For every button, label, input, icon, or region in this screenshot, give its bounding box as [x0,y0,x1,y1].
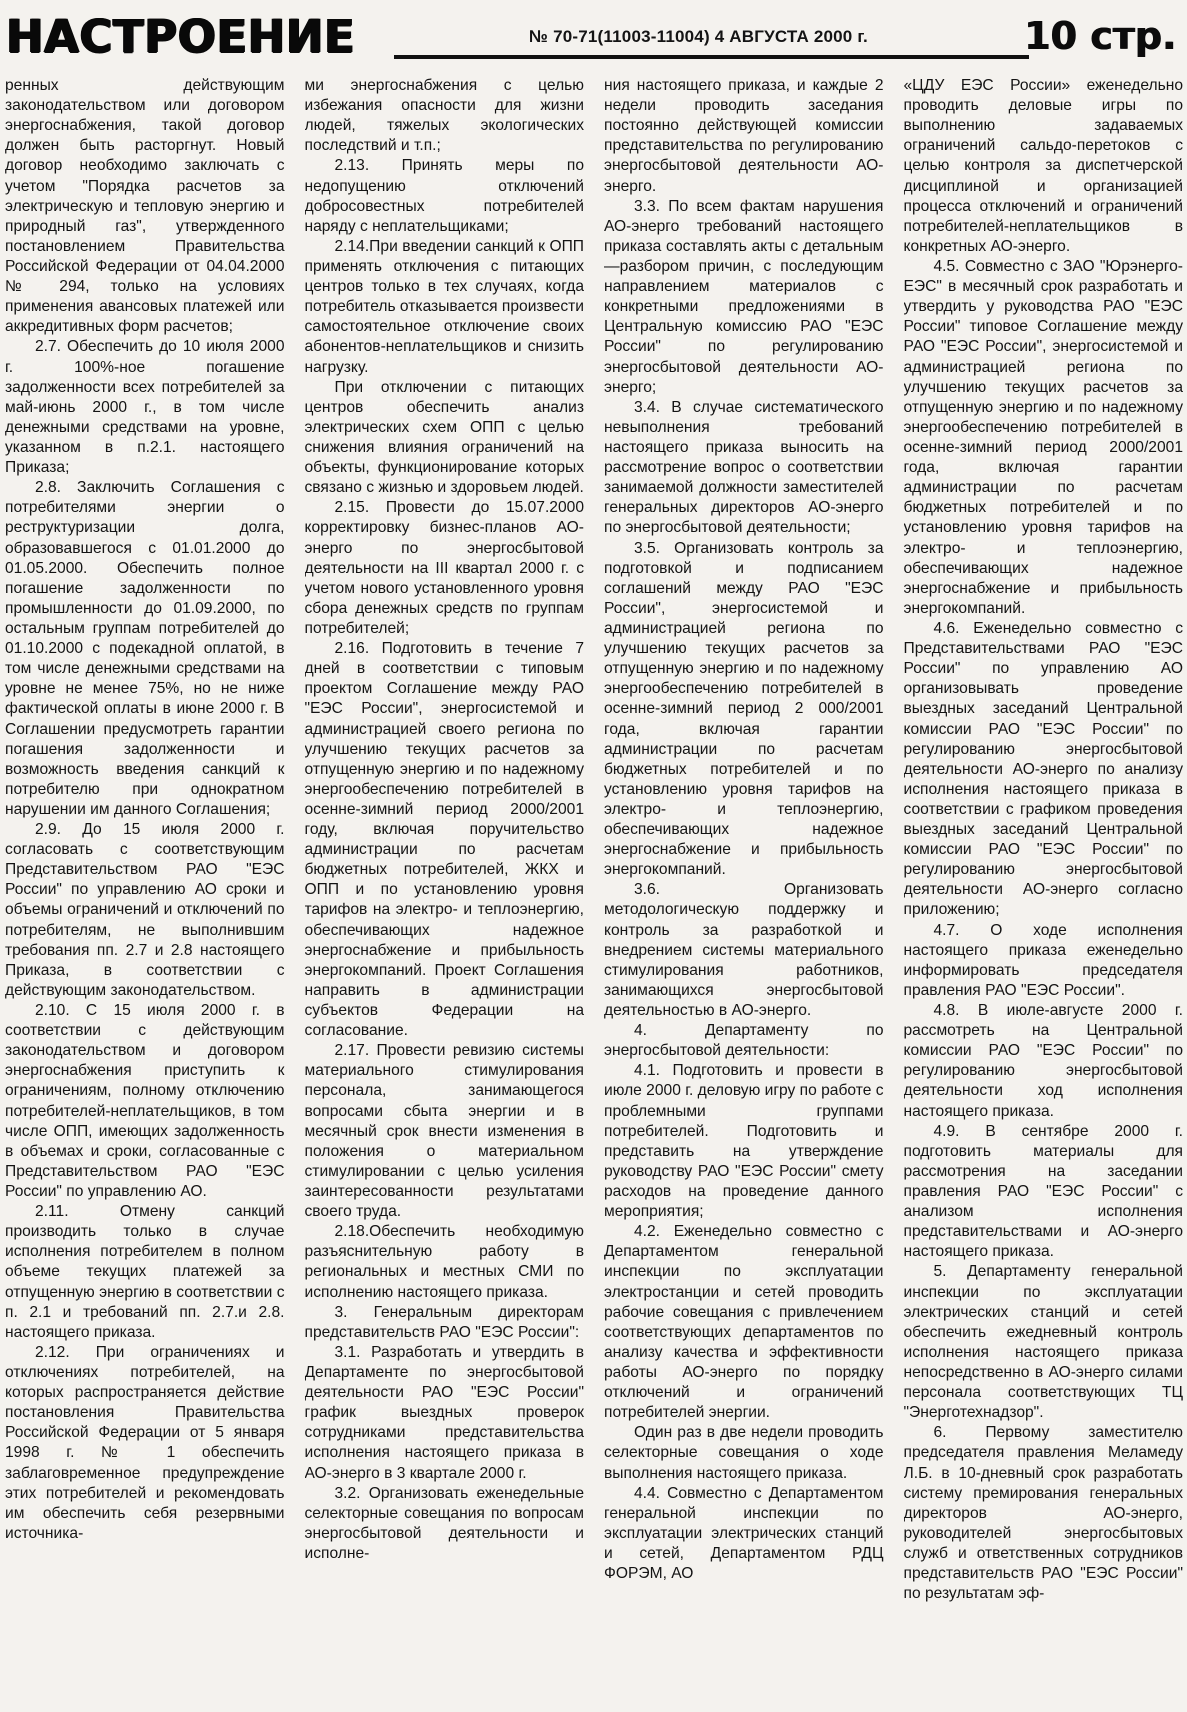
header-rule [394,55,1029,59]
article-paragraph: 2.10. С 15 июля 2000 г. в соответствии с действующим законодательством и договором энергоснабжения приступить к ограничениям, полному отключению потребителей-неплательщиков, в том числе ОПП, имеющих задолженность в объемах и сроки, согласованные с Представительством РАО "ЕЭС России" по управлению АО. [5,1002,285,1201]
article-paragraph: ния настоящего приказа, и каждые 2 недели проводить заседания постоянно действующей комиссии представительства по регулированию энергосбытовой деятельности АО-энерго. [604,77,884,195]
article-paragraph: 6. Первому заместителю председателя правления Меламеду Л.Б. в 10-дневный срок разработать систему премирования генеральных директоров АО-энерго, руководителей энергосбытовых служб и ответственных сотрудников представительств РАО "ЕЭС России" по результатам эф- [903,1424,1183,1603]
article-columns [5,76,1183,1710]
issue-info: № 70-71(11003-11004) 4 АВГУСТА 2000 г. [529,27,868,46]
text-column-1 [5,76,285,1710]
article-paragraph: 3.3. По всем фактам нарушения АО-энерго требований настоящего приказа составлять акты с детальным—разбором причин, с последующим направлением материалов с конкретными предложениями в Центральную комиссию РАО "ЕЭС России" по регулированию энергосбытовой деятельности АО-энерго; [604,197,884,396]
article-paragraph: 3.4. В случае систематического невыполнения требований настоящего приказа выносить на рассмотрение вопрос о соответствии занимаемой должности заместителей генеральных директоров АО-энерго по энергосбытовой деятельности; [604,398,884,537]
article-paragraph: ренных действующим законодательством или договором энергоснабжения, такой договор должен быть расторгнут. Новый договор необходимо заключать с учетом "Порядка расчетов за электрическую и тепловую энергию и природный газ", утвержденного постановлением Правительства Российской Федерации от 04.04.2000 № 294, только на условиях применения авансовых платежей или аккредитивных форм расчетов; [5,77,285,336]
article-paragraph: «ЦДУ ЕЭС России» еженедельно проводить деловые игры по выполнению задаваемых ограничений сальдо-перетоков с целью контроля за диспетчерской дисциплиной и организацией процесса отключений и ограничений потребителей-неплательщиков в конкретных АО-энерго. [903,77,1183,255]
text-column-2 [305,76,585,1710]
article-paragraph: 4.6. Еженедельно совместно с Представительствами РАО "ЕЭС России" по управлению АО организовывать проведение выездных заседаний Центральной комиссии РАО "ЕЭС России" по регулированию энергосбытовой деятельности АО-энерго по анализу исполнения настоящего приказа в соответствии с графиком проведения выездных заседаний Центральной комиссии РАО "ЕЭС России" по регулированию энергосбытовой деятельности АО-энерго согласно приложению; [903,619,1183,919]
article-paragraph: Один раз в две недели проводить селекторные совещания о ходе выполнения настоящего приказа. [604,1424,884,1482]
article-paragraph: 2.17. Провести ревизию системы материального стимулирования персонала, занимающегося вопросами сбыта энергии и в месячный срок внести изменения в положения о материальном стимулировании с целью усиления заинтересованности результатами своего труда. [304,1042,584,1221]
article-paragraph: 4.7. О ходе исполнения настоящего приказа еженедельно информировать председателя правления РАО "ЕЭС России". [903,921,1183,999]
article-paragraph: 5. Департаменту генеральной инспекции по эксплуатации электрических станций и сетей обеспечить ежедневный контроль исполнения настоящего приказа непосредственно в АО-энерго силами персонала соответствующих ТЦ "Энерготехнадзор". [903,1263,1183,1422]
article-paragraph: 4. Департаменту по энергосбытовой деятельности: [604,1022,884,1060]
page-header [6,4,1181,76]
article-paragraph: 3.5. Организовать контроль за подготовкой и подписанием соглашений между РАО "ЕЭС России", энергосистемой и администрацией региона по улучшению текущих расчетов за отпущенную энергию и по надежному энергообеспечению потребителей в осенне-зимний период 2 000/2001 года, включая гарантии администрации по расчетам бюджетных потребителей и по установлению уровня тарифов на электро- и теплоэнергию, обеспечивающих надежное энергоснабжение и прибыльность энергокомпаний. [604,539,884,879]
article-paragraph: 4.5. Совместно с ЗАО "Юрэнерго-ЕЭС" в месячный срок разработать и утвердить у руководства РАО "ЕЭС России" типовое Соглашение между РАО "ЕЭС России", энергосистемой и администрацией региона по улучшению текущих расчетов за отпущенную энергию и по надежному энергообеспечению потребителей в осенне-зимний период 2000/2001 года, включая гарантии администрации по расчетам бюджетных потребителей и по установлению уровня тарифов на электро- и теплоэнергию, обеспечивающих надежное энергоснабжение и прибыльность энергокомпаний. [903,257,1183,617]
article-paragraph: ми энергоснабжения с целью избежания опасности для жизни людей, тяжелых экологических последствий и т.п.; [304,77,584,155]
article-paragraph: 3. Генеральным директорам представительств РАО "ЕЭС России": [304,1303,584,1341]
article-paragraph: 2.14.При введении санкций к ОПП применять отключения с питающих центров только в тех случаях, когда потребитель отказывается произвести самостоятельное отключение своих абонентов-неплательщиков и снизить нагрузку. [304,237,584,376]
article-paragraph: 2.16. Подготовить в течение 7 дней в соответствии с типовым проектом Соглашение между РАО "ЕЭС России", энергосистемой и администрацией своего региона по улучшению текущих расчетов за отпущенную энергию и по надежному энергообеспечению потребителей в осенне-зимний период 2000/2001 году, включая поручительство администрации по расчетам бюджетных потребителей, ЖКХ и ОПП и по установлению уровня тарифов на электро- и теплоэнергию, обеспечивающих надежное энергоснабжение и прибыльность энергокомпаний. Проект Соглашения направить в администрации субъектов Федерации на согласование. [304,640,584,1040]
article-paragraph: 3.6. Организовать методологическую поддержку и контроль за разработкой и внедрением системы материального стимулирования работников, занимающихся энергосбытовой деятельностью в АО-энерго. [604,881,884,1020]
article-paragraph: 3.1. Разработать и утвердить в Департаменте по энергосбытовой деятельности РАО "ЕЭС России" график выездных проверок сотрудниками представительства исполнения настоящего приказа в АО-энерго в 3 квартале 2000 г. [304,1343,584,1482]
article-paragraph: 2.9. До 15 июля 2000 г. согласовать с соответствующим Представительством РАО "ЕЭС России" по управлению АО сроки и объемы ограничений и отключений по потребителям, не выполнившим требования пп. 2.7 и 2.8 настоящего Приказа, в соответствии с действующим законодательством. [5,821,285,999]
article-paragraph: 2.7. Обеспечить до 10 июля 2000 г. 100%-ное погашение задолженности всех потребителей за май-июнь 2000 г., в том числе денежными средствами на уровне, указанном в п.2.1. настоящего Приказа; [5,338,285,477]
article-paragraph: 2.8. Заключить Соглашения с потребителями энергии о реструктуризации долга, образовавшегося с 01.01.2000 до 01.05.2000. Обеспечить полное погашение задолженности по промышленности до 01.09.2000, по остальным группам потребителей до 01.10.2000 с подекадной оплатой, в том числе денежными средствами на уровне не менее 75%, но не ниже фактической оплаты в июне 2000 г. В Соглашении предусмотреть гарантии погашения задолженности и возможность введения санкций к потребителю при однократном нарушении им данного Соглашения; [5,479,285,818]
text-column-3 [604,76,884,1710]
article-paragraph: 2.13. Принять меры по недопущению отключений добросовестных потребителей наряду с неплательщиками; [304,157,584,235]
section-title: НАСТРОЕНИЕ [6,10,356,63]
article-paragraph: 2.12. При ограничениях и отключениях потребителей, на которых распространяется действие постановления Правительства Российской Федерации от 5 января 1998 г. № 1 обеспечить заблаговременное предупреждение этих потребителей и рекомендовать им обеспечить себя резервными источника- [5,1343,285,1542]
article-paragraph: 2.15. Провести до 15.07.2000 корректировку бизнес-планов АО-энерго по энергосбытовой деятельности на III квартал 2000 г. с учетом нового установленного уровня сбора денежных средств по группам потребителей; [304,499,584,637]
article-paragraph: 2.18.Обеспечить необходимую разъяснительную работу в региональных и местных СМИ по исполнению настоящего приказа. [304,1223,584,1301]
article-paragraph: 4.2. Еженедельно совместно с Департаментом генеральной инспекции по эксплуатации электростанции и сетей проводить рабочие совещания с привлечением соответствующих департаментов по анализу качества и эффективности работы АО-энерго по порядку отключений и ограничений потребителей энергии. [604,1223,884,1422]
article-paragraph: 2.11. Отмену санкций производить только в случае исполнения потребителем в полном объеме текущих платежей за отпущенную энергию в соответствии с п. 2.1 и требований пп. 2.7.и 2.8. настоящего приказа. [5,1203,285,1341]
article-paragraph: 4.8. В июле-августе 2000 г. рассмотреть на Центральной комиссии РАО "ЕЭС России" по регулированию энергосбытовой деятельности ход исполнения настоящего приказа. [903,1002,1183,1120]
article-paragraph: 4.4. Совместно с Департаментом генеральной инспекции по эксплуатации электрических станций и сетей, Департаментом РДЦ ФОРЭМ, АО [604,1484,884,1583]
text-column-4 [904,76,1184,1710]
article-paragraph: 4.1. Подготовить и провести в июле 2000 г. деловую игру по работе с проблемными группами потребителей. Подготовить и представить на утверждение руководству РАО "ЕЭС России" смету расходов на проведение данного мероприятия; [604,1062,884,1221]
article-paragraph: При отключении с питающих центров обеспечить анализ электрических схем ОПП с целью снижения влияния ограничений на объекты, функционирование которых связано с жизнью и здоровьем людей. [304,378,584,497]
article-paragraph: 3.2. Организовать еженедельные селекторные совещания по вопросам энергосбытовой деятельности и исполне- [304,1484,584,1562]
page-number: 10 стр. [1023,14,1176,58]
article-paragraph: 4.9. В сентябре 2000 г. подготовить материалы для рассмотрения на заседании правления РАО "ЕЭС России" с анализом исполнения представительствами и АО-энерго настоящего приказа. [903,1122,1183,1261]
